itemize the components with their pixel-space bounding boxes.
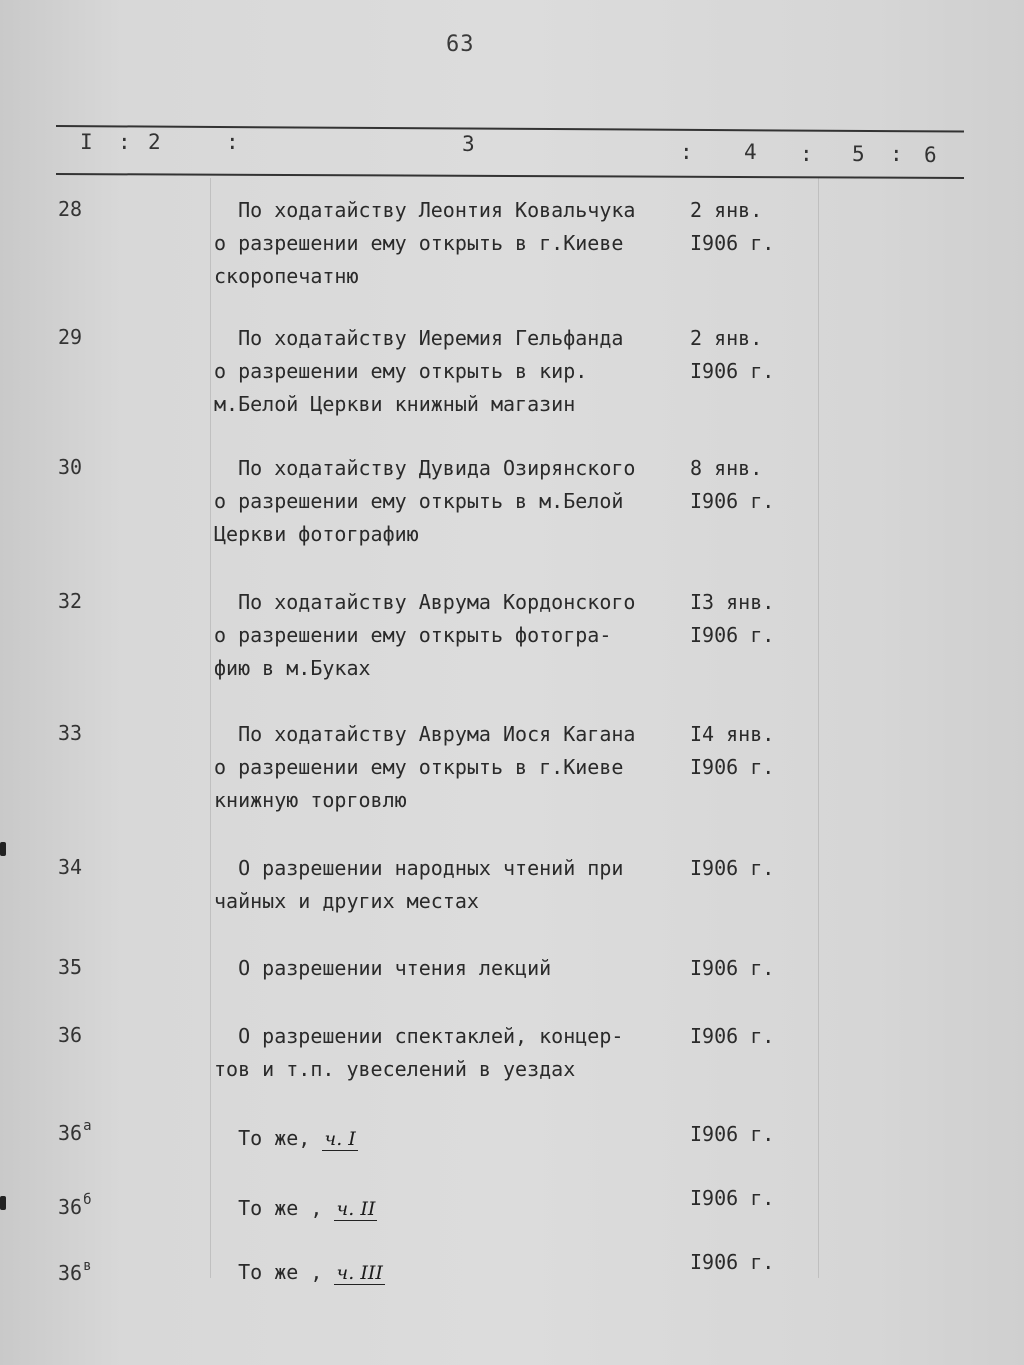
entry-number: $36^в$ — [58, 1258, 92, 1285]
column-header-separator: : — [118, 130, 131, 154]
handwritten-volume-note: ч. I — [324, 1128, 356, 1150]
entry-number: 36 — [58, 1023, 83, 1047]
binding-mark — [0, 842, 6, 856]
column-header-separator: : — [800, 142, 813, 166]
entry-date: I906 г. — [690, 856, 775, 880]
handwritten-volume-note: ч. III — [336, 1262, 383, 1284]
entry-number: 29 — [58, 325, 83, 349]
entry-date: I4 янв. I906 г. — [690, 722, 775, 779]
entry-date: I906 г. — [690, 1122, 775, 1146]
column-header-4: 4 — [744, 140, 757, 164]
column-header-separator: : — [890, 142, 903, 166]
entry-description: По ходатайству Иеремия Гельфанда о разрешении ему открыть в кир. м.Белой Церкви книжный магазин — [214, 326, 624, 416]
entry-date: 2 янв. I906 г. — [690, 326, 775, 383]
entry-description: По ходатайству Аврума Иося Кагана о разрешении ему открыть в г.Киеве книжную торговлю — [214, 722, 636, 812]
column-header-5: 5 — [852, 142, 865, 166]
entry-date: I906 г. — [690, 1250, 775, 1274]
column-header-6: 6 — [924, 143, 937, 167]
entry-number: 28 — [58, 197, 83, 221]
entry-number: $36^б$ — [58, 1192, 92, 1219]
entry-number: 34 — [58, 855, 83, 879]
handwritten-volume-note: ч. II — [336, 1198, 376, 1220]
entry-date: I3 янв. I906 г. — [690, 590, 775, 647]
entry-number: $36^а$ — [58, 1118, 92, 1145]
column-header-separator: : — [226, 130, 239, 154]
entry-description: То же, ч. I — [214, 1126, 356, 1150]
entry-description: О разрешении спектаклей, концер- тов и т.п. увеселений в уездах — [214, 1024, 624, 1081]
entry-date: I906 г. — [690, 1186, 775, 1210]
entry-number: 35 — [58, 955, 83, 979]
entry-description: То же , ч. III — [214, 1260, 383, 1284]
entry-number: 32 — [58, 589, 83, 613]
entry-number: 30 — [58, 455, 83, 479]
entry-description: По ходатайству Дувида Озирянского о разрешении ему открыть в м.Белой Церкви фотографию — [214, 456, 636, 546]
column-header-separator: : — [680, 140, 693, 164]
column-header-1: I — [80, 130, 93, 154]
column-header-2: 2 — [148, 130, 161, 154]
page-number: 63 — [446, 32, 475, 57]
entry-description: По ходатайству Аврума Кордонского о разрешении ему открыть фотогра- фию в м.Буках — [214, 590, 636, 680]
binding-mark — [0, 1196, 6, 1210]
entry-description: О разрешении чтения лекций — [214, 956, 552, 980]
entry-date: 8 янв. I906 г. — [690, 456, 775, 513]
entry-date: 2 янв. I906 г. — [690, 198, 775, 255]
entry-description: По ходатайству Леонтия Ковальчука о разрешении ему открыть в г.Киеве скоропечатню — [214, 198, 636, 288]
entry-date: I906 г. — [690, 1024, 775, 1048]
entry-number: 33 — [58, 721, 83, 745]
column-header-3: 3 — [462, 132, 475, 156]
entry-description: То же , ч. II — [214, 1196, 376, 1220]
entry-description: О разрешении народных чтений при чайных и других местах — [214, 856, 624, 913]
entry-date: I906 г. — [690, 956, 775, 980]
